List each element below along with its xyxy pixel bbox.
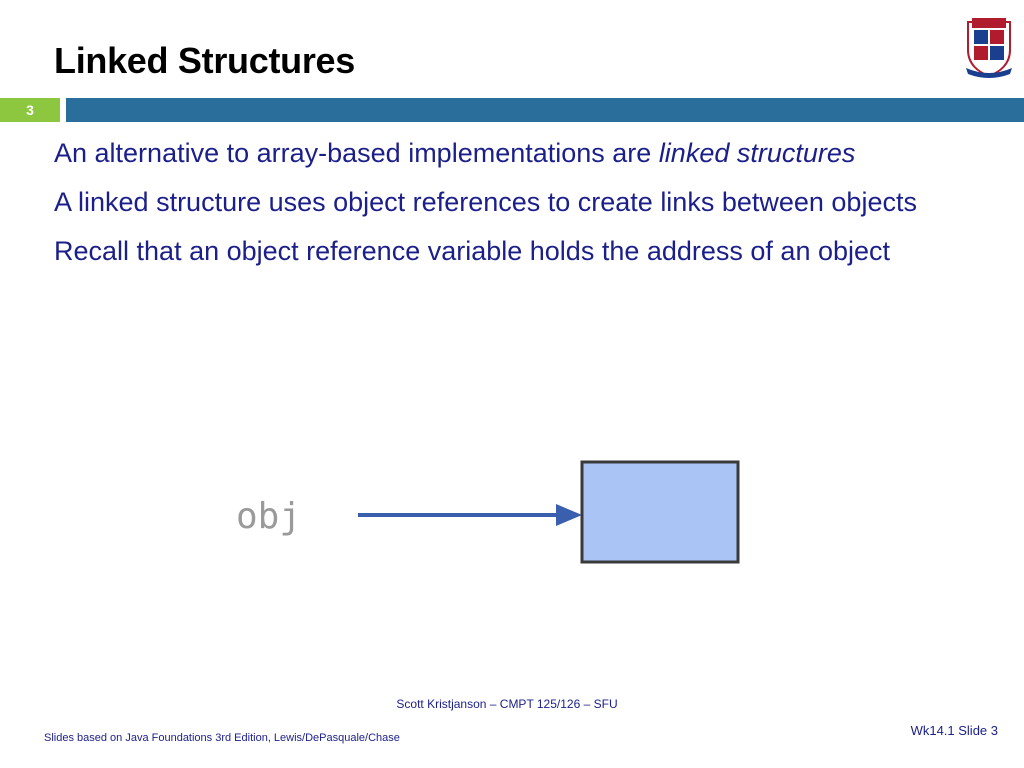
- bullet-text: Recall that an object reference variable holds the address of an object: [54, 236, 891, 266]
- variable-label: obj: [236, 496, 302, 537]
- university-crest-logo: [964, 14, 1014, 78]
- bullet-item: [54, 134, 984, 172]
- header-rule-bar: [66, 98, 1024, 122]
- footer-course-credit: Scott Kristjanson – CMPT 125/126 – SFU: [396, 697, 618, 711]
- slide-number-badge: 3: [0, 98, 60, 122]
- bullet-item: [54, 232, 984, 270]
- reference-arrow-head: [556, 504, 582, 526]
- bullet-text: An alternative to array-based implementations are: [54, 138, 659, 168]
- bullet-text: A linked structure uses object references to create links between objects: [54, 187, 917, 217]
- bullet-list: [54, 134, 984, 281]
- bullet-emphasis: linked structures: [658, 138, 856, 168]
- object-reference-diagram: [232, 440, 752, 590]
- bullet-item: [54, 183, 984, 221]
- slide-title: Linked Structures: [54, 40, 355, 81]
- object-box: [582, 462, 738, 562]
- footer-source-note: Slides based on Java Foundations 3rd Edition, Lewis/DePasquale/Chase: [44, 732, 400, 744]
- footer-slide-id: Wk14.1 Slide 3: [910, 723, 998, 738]
